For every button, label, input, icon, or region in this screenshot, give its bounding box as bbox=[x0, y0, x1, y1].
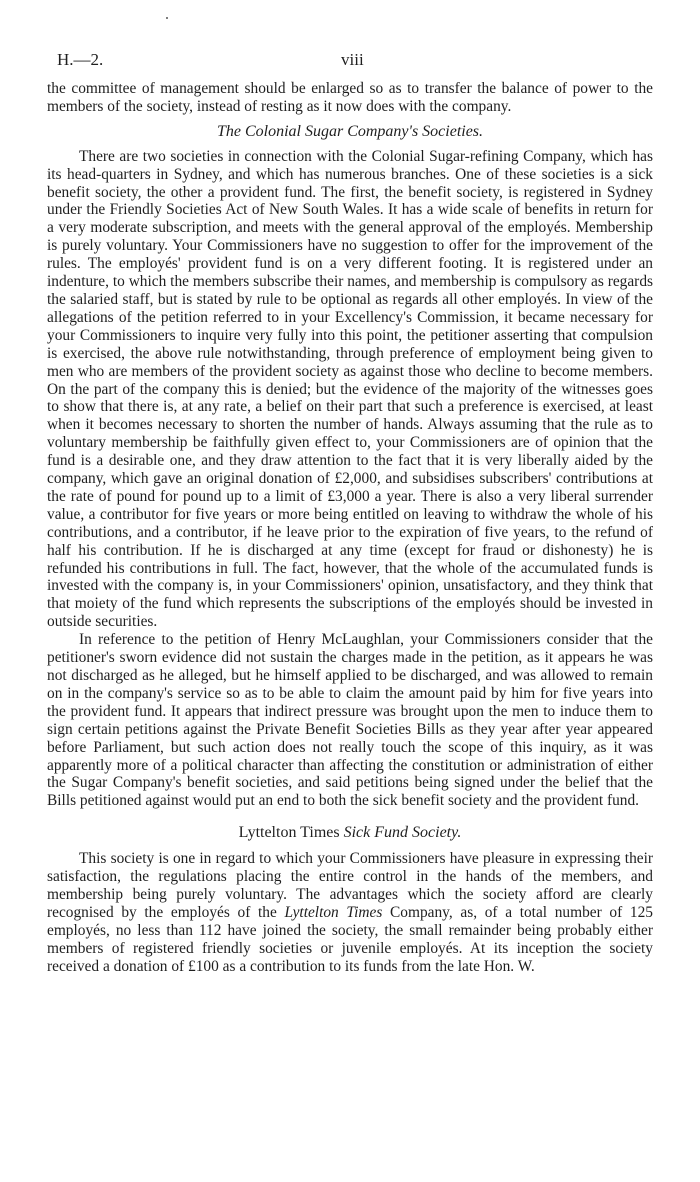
paragraph-lyttelton-italic: Lyttelton Times bbox=[284, 903, 383, 921]
page-number: viii bbox=[341, 50, 364, 69]
section-heading-italic: Sick Fund Society. bbox=[343, 824, 462, 842]
paragraph-committee: the committee of management should be enlarged so as to transfer the balance of power to the members of the society, instead of resting as it now does with the company. bbox=[47, 80, 653, 115]
paragraph-colonial-sugar: There are two societies in connection with the Colonial Sugar-refining Company, which has its head-quarters in Sydney, and which has numerous branches. One of these societies is a sick benefit society, the other a provident fund. The first, the benefit society, is registered in Sydney under the Friendly Societies Act of New South Wales. It has a wide scale of benefits in return for a very moderate subscription, and meets with the general approval of the employés. Membership is purely voluntary. Your Commissioners have no suggestion to offer for the improvement of the rules. The employés' provident fund is on a very different footing. It is registered under an indenture, to which the members subscribe their names, and membership is compulsory as regards the salaried staff, but is stated by rule to be optional as regards all other employés. In view of the allegations of the petition referred to in your Excellency's Commission, it became necessary for your Commissioners to inquire very fully into this point, the petitioner asserting that compulsion is exercised, the above rule notwithstanding, through preference of employment being given to men who are members of the provident society as against those who decline to become members. On the part of the company this is denied; but the evidence of the majority of the witnesses goes to show that there is, at any rate, a belief on their part that such a preference is exercised, at least when it becomes necessary to shorten the number of hands. Always assuming that the rule as to voluntary membership be faithfully given effect to, your Commissioners are of opinion that the fund is a desirable one, and they draw attention to the fact that it is very liberally aided by the company, which gave an original donation of £2,000, and subsidises subscribers' contributions at the rate of pound for pound up to a limit of £3,000 a year. There is also a very liberal surrender value, a contributor for five years or more being entitled on leaving to withdraw the whole of his contributions, and a contributor, if he leave prior to the expiration of five years, to the refund of half his contribution. If he is discharged at any time (except for fraud or dishonesty) he is refunded his contributions in full. The fact, however, that the whole of the accumulated funds is invested with the company is, in your Commissioners' opinion, unsatisfactory, and they think that that moiety of the fund which represents the subscriptions of the employés should be invested in outside securities. bbox=[47, 147, 653, 631]
section-heading-text: The Colonial Sugar Company's Societies. bbox=[216, 122, 484, 140]
page-header bbox=[47, 50, 653, 80]
paragraph-lyttelton bbox=[47, 850, 653, 975]
document-page bbox=[47, 0, 653, 976]
paragraph-lyttelton-part-a: This society is one in regard to which your Commissioners have pleasure in expressing their satisfaction, the regulations placing the entire control in the hands of the members, and membership being purely voluntary. The advantages which the society afford are clearly recognised by the employés of the bbox=[47, 850, 653, 921]
paragraph-mclaughlan: In reference to the petition of Henry McLaughlan, your Commissioners consider that the petitioner's sworn evidence did not sustain the charges made in the petition, as it appears he was not discharged as he alleged, but he himself applied to be discharged, and was allowed to remain on in the company's service so as to be able to claim the amount paid by him for five years into the provident fund. It appears that indirect pressure was brought upon the men to induce them to sign certain petitions against the Private Benefit Societies Bills as they year after year appeared before Parliament, but such action does not really touch the scope of this inquiry, as it was apparently more of a political character than affecting the constitution or administration of either the Sugar Company's benefit societies, and said petitions being signed under the belief that the Bills petitioned against would put an end to both the sick benefit society and the provident fund. bbox=[47, 631, 653, 810]
page-reference: H.—2. bbox=[57, 50, 104, 69]
section-heading-roman: Lyttelton Times bbox=[238, 824, 340, 842]
document-body bbox=[47, 80, 653, 976]
section-heading-lyttelton bbox=[47, 824, 653, 842]
paragraph-lyttelton-part-b: Company, as, of a total number of 125 employés, no less than 112 have joined the society, the small remainder being probably either members of registered friendly societies or juvenile employés. At its inception the society received a donation of £100 as a contribution to its funds from the late Hon. W. bbox=[47, 903, 653, 975]
section-heading-colonial-sugar bbox=[47, 123, 653, 141]
